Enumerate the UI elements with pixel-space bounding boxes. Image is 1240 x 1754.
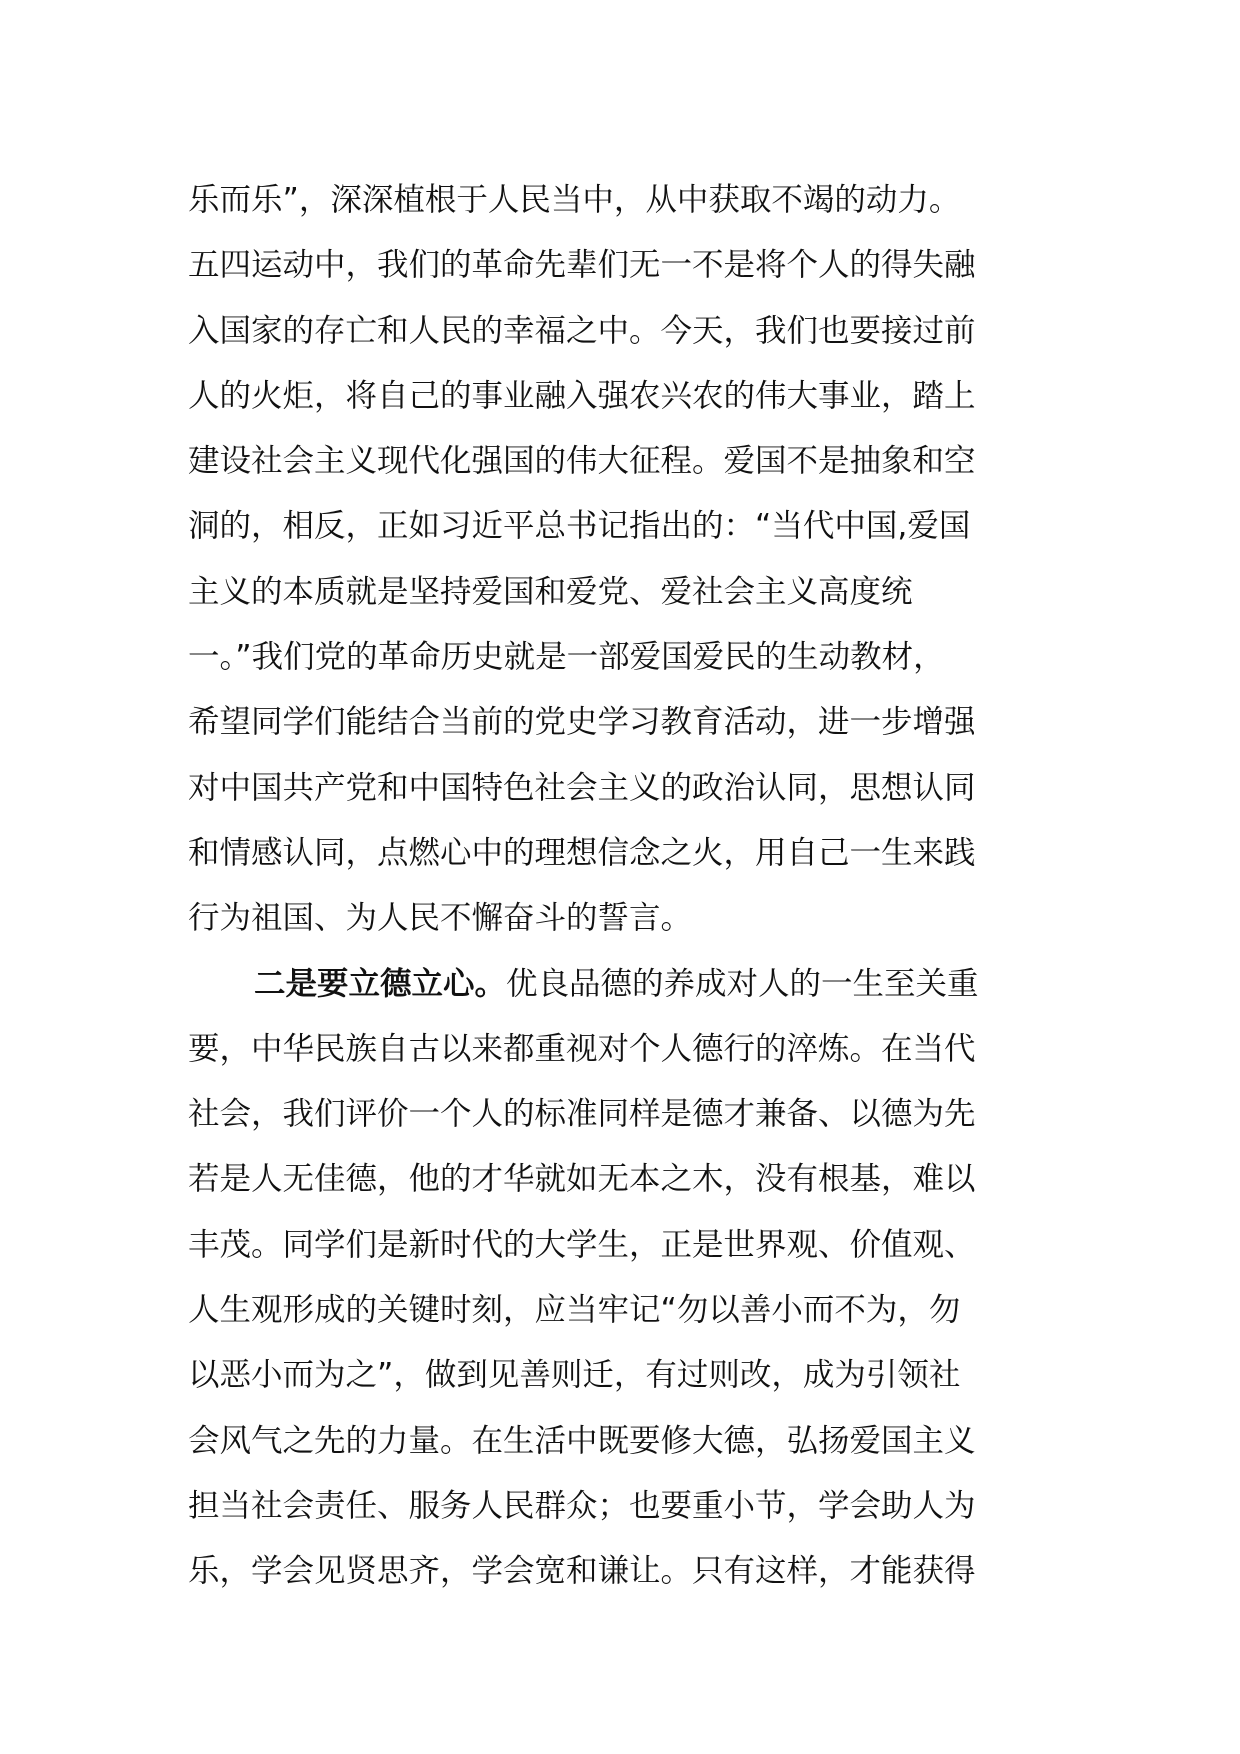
document-body [188, 168, 1052, 1605]
paragraph-2 [188, 952, 1052, 1605]
text-line: 洞的，相反，正如习近平总书记指出的：“当代中国,爱国 [188, 508, 971, 545]
paragraph-1 [188, 168, 1052, 952]
text-line: 对中国共产党和中国特色社会主义的政治认同，思想认同 [188, 769, 976, 806]
text-line: 社会，我们评价一个人的标准同样是德才兼备、以德为先 [188, 1096, 976, 1133]
text-line: 会风气之先的力量。在生活中既要修大德，弘扬爱国主义 [188, 1422, 976, 1459]
text-line: 主义的本质就是坚持爱国和爱党、爱社会主义高度统 [188, 573, 913, 610]
text-line: 乐而乐”，深深植根于人民当中，从中获取不竭的动力。 [188, 182, 961, 218]
text-line: 担当社会责任、服务人民群众；也要重小节，学会助人为 [188, 1487, 976, 1524]
text-line: 要，中华民族自古以来都重视对个人德行的淬炼。在当代 [188, 1030, 976, 1067]
text-line: 一。”我们党的革命历史就是一部爱国爱民的生动教材， [188, 639, 945, 676]
text-line: 入国家的存亡和人民的幸福之中。今天，我们也要接过前 [188, 312, 976, 349]
text-line: 建设社会主义现代化强国的伟大征程。爱国不是抽象和空 [188, 443, 976, 480]
text-line: 行为祖国、为人民不懈奋斗的誓言。 [188, 900, 693, 937]
text-line: 人生观形成的关键时刻，应当牢记“勿以善小而不为，勿 [188, 1292, 961, 1329]
text-line: 五四运动中，我们的革命先辈们无一不是将个人的得失融 [188, 247, 976, 284]
paragraph-2-first-line [188, 952, 1052, 1017]
paragraph-heading: 二是要立德立心。 [254, 965, 507, 1002]
paragraph-first-line-text: 优良品德的养成对人的一生至关重 [506, 965, 979, 1002]
text-line: 若是人无佳德，他的才华就如无本之木，没有根基，难以 [188, 1161, 976, 1198]
text-line: 乐，学会见贤思齐，学会宽和谦让。只有这样，才能获得 [188, 1553, 976, 1590]
text-line: 丰茂。同学们是新时代的大学生，正是世界观、价值观、 [188, 1226, 976, 1263]
text-line: 和情感认同，点燃心中的理想信念之火，用自己一生来践 [188, 834, 976, 871]
text-line: 希望同学们能结合当前的党史学习教育活动，进一步增强 [188, 704, 976, 741]
text-line: 人的火炬，将自己的事业融入强农兴农的伟大事业，踏上 [188, 377, 976, 414]
text-line: 以恶小而为之”，做到见善则迁，有过则改，成为引领社 [188, 1357, 961, 1394]
